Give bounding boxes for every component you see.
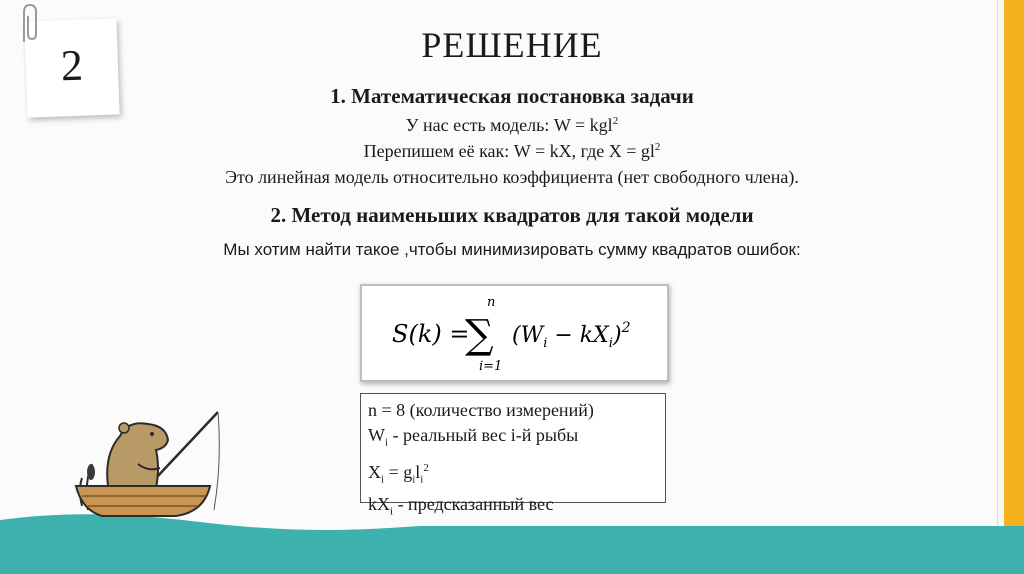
capybara-fishing-boat-icon bbox=[68, 402, 228, 522]
sum-lower-limit: i=1 bbox=[479, 359, 503, 374]
x-definition: $X_i = g_il_i^2$ bbox=[368, 461, 429, 486]
sigma-symbol: ∑ bbox=[465, 312, 494, 358]
variables-box bbox=[360, 393, 666, 518]
formula-lhs: S(k) = bbox=[392, 320, 470, 348]
w-definition: $W_i$ - реальный вес i-й рыбы bbox=[368, 425, 579, 449]
least-squares-intro: Мы хотим найти такое ,чтобы минимизировать сумму квадратов ошибок: bbox=[223, 240, 801, 259]
slide-number: 2 bbox=[60, 40, 84, 91]
formula-image bbox=[360, 284, 669, 382]
model-line: У нас есть модель: W = kgl$^2$ bbox=[405, 115, 619, 135]
section1-heading: 1. Математическая постановка задачи bbox=[330, 84, 694, 108]
rewrite-line: Перепишем её как: W = kX, где $X = gl^2$ bbox=[363, 141, 661, 161]
kx-definition: $kX_i$ - предсказанный вес bbox=[368, 494, 554, 518]
page-title: РЕШЕНИЕ bbox=[421, 25, 603, 65]
sum-of-squares-formula bbox=[362, 286, 667, 380]
linear-model-line: Это линейная модель относительно коэффициента (нет свободного члена). bbox=[225, 167, 799, 187]
formula-body: $(W_i - kX_i)^2$ bbox=[512, 320, 631, 351]
n-definition: n = 8 (количество измерений) bbox=[368, 400, 594, 420]
section2-heading: 2. Метод наименьших квадратов для такой модели bbox=[270, 203, 754, 227]
sum-upper-limit: n bbox=[487, 295, 496, 310]
